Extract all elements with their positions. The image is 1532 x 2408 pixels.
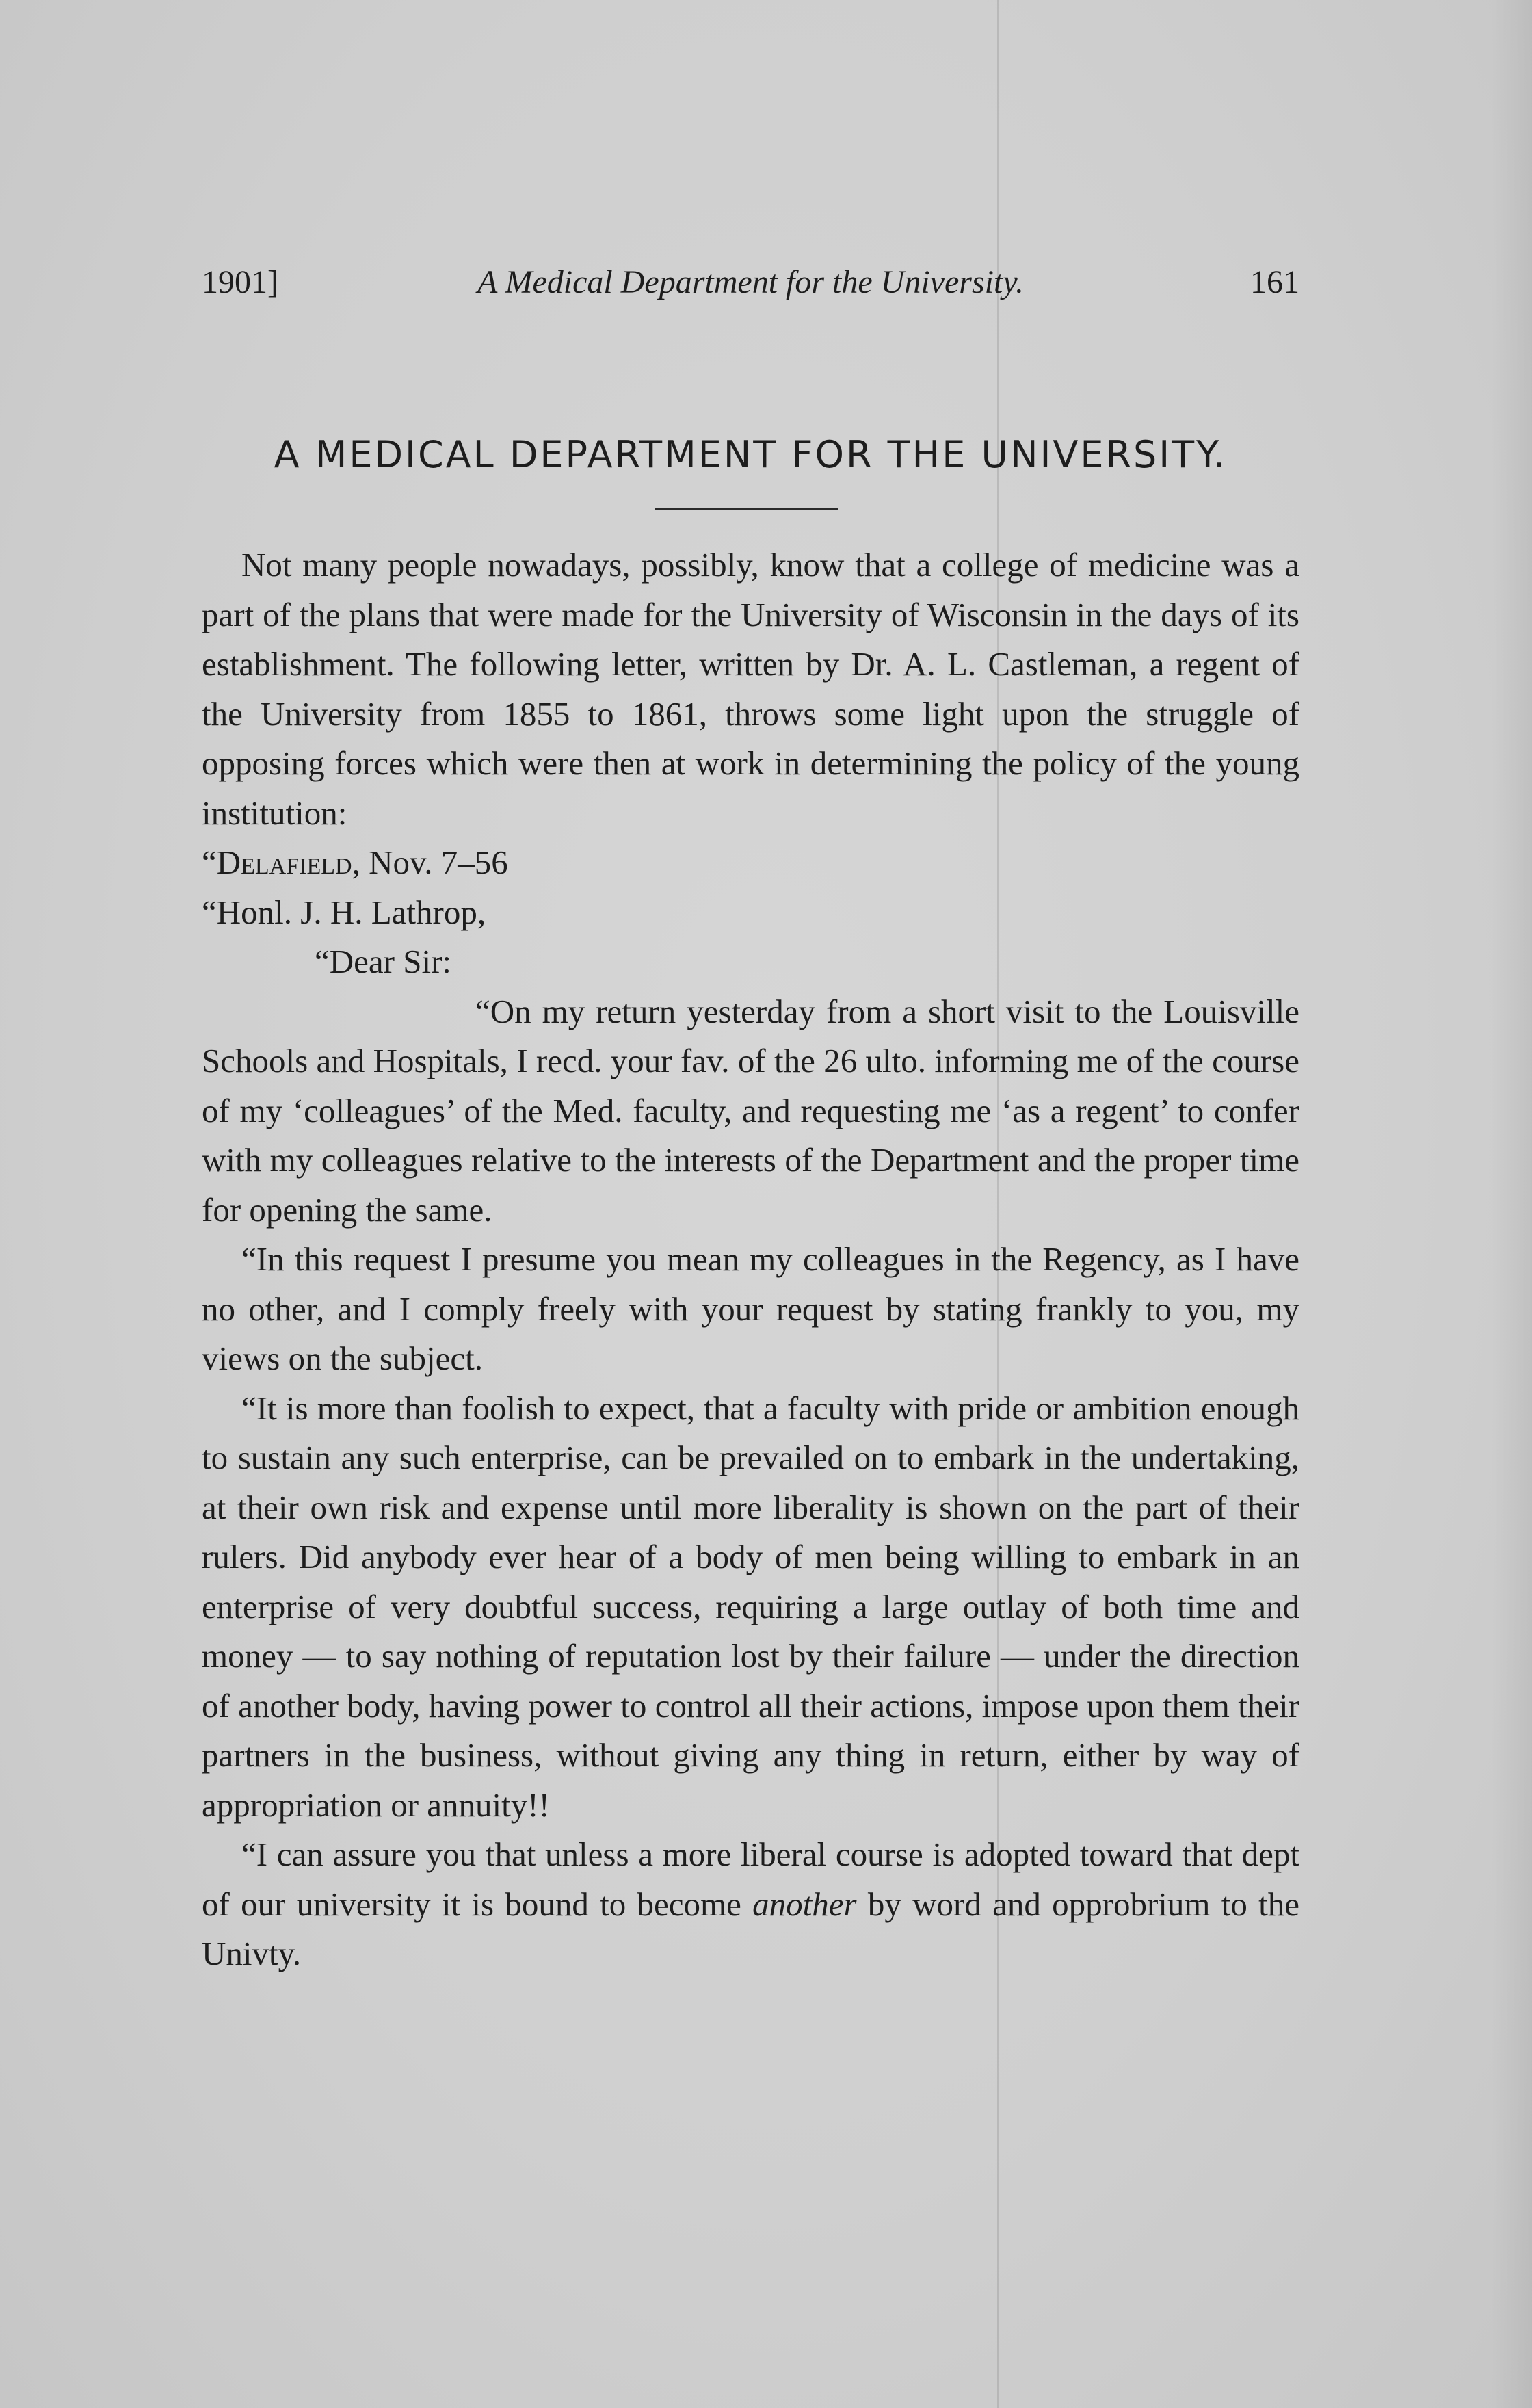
running-head-title: A Medical Department for the University. (477, 264, 1024, 300)
page-number: 161 (1250, 264, 1299, 300)
title-rule (655, 508, 838, 510)
dateline-date: , Nov. 7–56 (352, 843, 508, 881)
article-body (202, 540, 1299, 1979)
paragraph-4-end: by word and opprobrium to the Univty. (202, 1885, 1299, 1972)
page-edge-shadow (1491, 0, 1532, 2408)
letter-paragraph-4 (202, 1830, 1299, 1979)
letter-dateline (202, 838, 1299, 888)
letter-paragraph-3: “It is more than foolish to expect, that a faculty with pride or ambition enough to sustain any such enterprise, can be prevailed on to embark in the undertaking, at their own risk and expense until more liberality is shown on the part of their rulers. Did anybody ever hear of a body of men being willing to embark in an enterprise of very doubtful success, requiring a large outlay of both time and money — to say nothing of reputation lost by their failure — under the direction of another body, having power to control all their actions, impose upon them their partners in the business, without giving any thing in return, either by way of appropriation or annuity!! (202, 1389, 1299, 1824)
running-head-year: 1901] (202, 264, 278, 300)
paragraph-4-italic-word: another (752, 1885, 857, 1923)
article-title: A MEDICAL DEPARTMENT FOR THE UNIVERSITY. (274, 433, 1228, 476)
letter-addressee: “Honl. J. H. Lathrop, (202, 893, 486, 931)
dateline-quote: “ (202, 843, 217, 881)
paragraph-4-start: “I can assure you that unless a more liberal course is adopted toward that dept of our university it is bound to become (202, 1835, 1299, 1923)
letter-salutation: “Dear Sir: (315, 943, 451, 980)
running-head (202, 259, 1299, 306)
letter-paragraph-2: “In this request I presume you mean my colleagues in the Regency, as I have no other, and I comply freely with your request by stating frankly to you, my views on the subject. (202, 1240, 1299, 1377)
intro-paragraph: Not many people nowadays, possibly, know that a college of medicine was a part of the plans that were made for the University of Wisconsin in the days of its establishment. The following letter, written by Dr. A. L. Castleman, a regent of the University from 1855 to 1861, throws some light upon the struggle of opposing forces which were then at work in determining the policy of the young institution: (202, 546, 1299, 832)
dateline-place: Delafield (216, 843, 352, 881)
letter-paragraph-1: “On my return yesterday from a short visit to the Louisville Schools and Hospitals, I recd. your fav. of the 26 ulto. informing me of the course of my ‘colleagues’ of the Med. faculty, and requesting me ‘as a regent’ to confer with my colleagues relative to the interests of the Department and the proper time for opening the same. (202, 992, 1299, 1229)
